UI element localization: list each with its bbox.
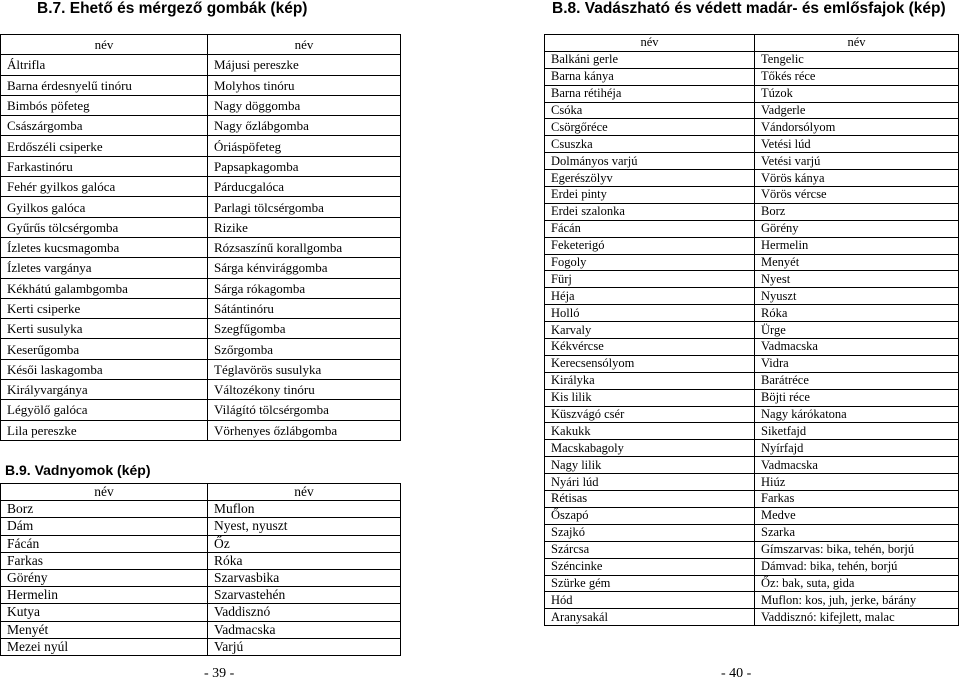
table-row — [545, 254, 959, 271]
table-cell: Nyest, nyuszt — [208, 518, 401, 535]
table-cell: Kerti susulyka — [1, 319, 208, 339]
table-cell: Erdei pinty — [545, 187, 755, 204]
table-row — [545, 68, 959, 85]
table-cell: Vörhenyes őzlábgomba — [208, 420, 401, 440]
table-row — [1, 638, 401, 655]
table-cell: Muflon — [208, 501, 401, 518]
table-cell: Kis lilik — [545, 389, 755, 406]
table-cell: Óriáspöfeteg — [208, 136, 401, 156]
table-cell: Őz: bak, suta, gida — [755, 575, 959, 592]
table-row — [1, 359, 401, 379]
table-cell: Barna érdesnyelű tinóru — [1, 75, 208, 95]
table-row — [545, 609, 959, 626]
column-header: név — [545, 35, 755, 52]
table-cell: Gyűrűs tölcsérgomba — [1, 217, 208, 237]
table-cell: Parlagi tölcsérgomba — [208, 197, 401, 217]
table-cell: Balkáni gerle — [545, 51, 755, 68]
table-row — [545, 271, 959, 288]
table-cell: Őz — [208, 535, 401, 552]
table-row — [545, 457, 959, 474]
tracks-section-title: B.9. Vadnyomok (kép) — [5, 462, 151, 478]
table-cell: Holló — [545, 305, 755, 322]
table-row — [1, 319, 401, 339]
table-row — [1, 518, 401, 535]
page-number-right: - 40 - — [721, 666, 752, 681]
table-cell: Fogoly — [545, 254, 755, 271]
table-row — [545, 322, 959, 339]
table-cell: Tengelic — [755, 51, 959, 68]
table-cell: Szürke gém — [545, 575, 755, 592]
table-cell: Áltrifla — [1, 55, 208, 75]
table-row — [545, 102, 959, 119]
table-cell: Kerti csiperke — [1, 298, 208, 318]
table-cell: Kutya — [1, 604, 208, 621]
table-cell: Szegfűgomba — [208, 319, 401, 339]
table-row — [545, 136, 959, 153]
table-cell: Görény — [1, 569, 208, 586]
table-row — [1, 552, 401, 569]
table-cell: Ürge — [755, 322, 959, 339]
table-cell: Szarka — [755, 524, 959, 541]
table-cell: Feketerigó — [545, 237, 755, 254]
table-cell: Fürj — [545, 271, 755, 288]
table-cell: Lila pereszke — [1, 420, 208, 440]
table-row — [1, 75, 401, 95]
species-table — [544, 34, 959, 626]
table-cell: Szarvasbika — [208, 569, 401, 586]
table-cell: Küszvágó csér — [545, 406, 755, 423]
table-row — [545, 51, 959, 68]
tracks-table — [0, 483, 401, 656]
table-row — [545, 203, 959, 220]
table-row — [545, 541, 959, 558]
table-row — [545, 406, 959, 423]
table-cell: Késői laskagomba — [1, 359, 208, 379]
table-cell: Karvaly — [545, 322, 755, 339]
table-cell: Vadgerle — [755, 102, 959, 119]
table-cell: Túzok — [755, 85, 959, 102]
table-cell: Nyest — [755, 271, 959, 288]
table-row — [545, 355, 959, 372]
table-cell: Keserűgomba — [1, 339, 208, 359]
table-row — [1, 604, 401, 621]
table-cell: Nagy döggomba — [208, 95, 401, 115]
column-header: név — [1, 35, 208, 55]
table-cell: Vörös vércse — [755, 187, 959, 204]
table-cell: Bimbós pöfeteg — [1, 95, 208, 115]
table-cell: Hermelin — [755, 237, 959, 254]
table-row — [1, 587, 401, 604]
table-cell: Hiúz — [755, 474, 959, 491]
table-header-row — [545, 35, 959, 52]
table-cell: Szárcsa — [545, 541, 755, 558]
table-row — [545, 575, 959, 592]
table-cell: Császárgomba — [1, 116, 208, 136]
table-cell: Fácán — [545, 220, 755, 237]
column-header: név — [208, 484, 401, 501]
table-cell: Molyhos tinóru — [208, 75, 401, 95]
table-cell: Vadmacska — [755, 457, 959, 474]
table-cell: Vaddisznó: kifejlett, malac — [755, 609, 959, 626]
table-cell: Varjú — [208, 638, 401, 655]
page-number-left: - 39 - — [204, 666, 235, 681]
table-cell: Ízletes vargánya — [1, 258, 208, 278]
table-cell: Királyka — [545, 372, 755, 389]
table-row — [1, 116, 401, 136]
table-cell: Kékvércse — [545, 339, 755, 356]
table-cell: Hermelin — [1, 587, 208, 604]
table-cell: Sátántinóru — [208, 298, 401, 318]
table-cell: Farkas — [755, 491, 959, 508]
table-row — [1, 217, 401, 237]
table-cell: Nyuszt — [755, 288, 959, 305]
table-row — [545, 153, 959, 170]
table-row — [545, 474, 959, 491]
table-cell: Barna kánya — [545, 68, 755, 85]
table-cell: Széncinke — [545, 558, 755, 575]
table-row — [545, 372, 959, 389]
table-cell: Vaddisznó — [208, 604, 401, 621]
table-cell: Böjti réce — [755, 389, 959, 406]
table-cell: Erdei szalonka — [545, 203, 755, 220]
table-cell: Változékony tinóru — [208, 380, 401, 400]
table-cell: Dolmányos varjú — [545, 153, 755, 170]
table-cell: Csuszka — [545, 136, 755, 153]
table-row — [545, 592, 959, 609]
table-row — [545, 220, 959, 237]
table-cell: Vidra — [755, 355, 959, 372]
table-cell: Sárga kénvirággomba — [208, 258, 401, 278]
table-row — [545, 440, 959, 457]
table-cell: Őszapó — [545, 507, 755, 524]
table-cell: Kakukk — [545, 423, 755, 440]
table-cell: Fehér gyilkos galóca — [1, 177, 208, 197]
table-row — [545, 119, 959, 136]
table-cell: Vándorsólyom — [755, 119, 959, 136]
table-row — [545, 85, 959, 102]
table-row — [1, 298, 401, 318]
table-row — [1, 380, 401, 400]
column-header: név — [755, 35, 959, 52]
table-row — [545, 423, 959, 440]
table-cell: Sárga rókagomba — [208, 278, 401, 298]
column-header: név — [1, 484, 208, 501]
table-cell: Szajkó — [545, 524, 755, 541]
table-cell: Hód — [545, 592, 755, 609]
table-row — [1, 400, 401, 420]
table-cell: Vetési lúd — [755, 136, 959, 153]
table-cell: Csörgőréce — [545, 119, 755, 136]
table-cell: Menyét — [1, 621, 208, 638]
table-cell: Világító tölcsérgomba — [208, 400, 401, 420]
table-row — [1, 501, 401, 518]
table-cell: Szőrgomba — [208, 339, 401, 359]
table-cell: Légyölő galóca — [1, 400, 208, 420]
table-cell: Borz — [755, 203, 959, 220]
table-row — [545, 288, 959, 305]
table-row — [545, 339, 959, 356]
table-row — [1, 339, 401, 359]
table-cell: Nagy őzlábgomba — [208, 116, 401, 136]
table-cell: Medve — [755, 507, 959, 524]
table-cell: Rizike — [208, 217, 401, 237]
table-cell: Barátréce — [755, 372, 959, 389]
table-cell: Ízletes kucsmagomba — [1, 237, 208, 257]
table-cell: Rétisas — [545, 491, 755, 508]
table-cell: Mezei nyúl — [1, 638, 208, 655]
table-cell: Egerészölyv — [545, 170, 755, 187]
table-row — [545, 187, 959, 204]
table-cell: Vetési varjú — [755, 153, 959, 170]
table-cell: Menyét — [755, 254, 959, 271]
table-cell: Borz — [1, 501, 208, 518]
table-header-row — [1, 35, 401, 55]
table-row — [1, 258, 401, 278]
table-cell: Nyírfajd — [755, 440, 959, 457]
table-row — [1, 197, 401, 217]
table-row — [545, 507, 959, 524]
table-cell: Siketfajd — [755, 423, 959, 440]
table-cell: Kékhátú galambgomba — [1, 278, 208, 298]
table-row — [1, 177, 401, 197]
table-cell: Héja — [545, 288, 755, 305]
table-row — [1, 237, 401, 257]
table-cell: Rózsaszínű korallgomba — [208, 237, 401, 257]
table-row — [1, 95, 401, 115]
table-row — [1, 156, 401, 176]
right-section-title: B.8. Vadászható és védett madár- és emlősfajok (kép) — [552, 0, 946, 17]
table-row — [1, 55, 401, 75]
table-cell: Farkas — [1, 552, 208, 569]
table-cell: Májusi pereszke — [208, 55, 401, 75]
table-cell: Gímszarvas: bika, tehén, borjú — [755, 541, 959, 558]
left-section-title: B.7. Ehető és mérgező gombák (kép) — [37, 0, 308, 17]
table-cell: Téglavörös susulyka — [208, 359, 401, 379]
table-cell: Vadmacska — [208, 621, 401, 638]
table-cell: Róka — [208, 552, 401, 569]
table-cell: Kerecsensólyom — [545, 355, 755, 372]
table-cell: Tőkés réce — [755, 68, 959, 85]
table-row — [545, 558, 959, 575]
table-cell: Róka — [755, 305, 959, 322]
table-cell: Nagy kárókatona — [755, 406, 959, 423]
table-row — [1, 136, 401, 156]
table-row — [1, 535, 401, 552]
table-cell: Fácán — [1, 535, 208, 552]
table-header-row — [1, 484, 401, 501]
table-cell: Dám — [1, 518, 208, 535]
table-row — [1, 278, 401, 298]
table-row — [545, 491, 959, 508]
table-cell: Királyvargánya — [1, 380, 208, 400]
table-cell: Farkastinóru — [1, 156, 208, 176]
table-cell: Vadmacska — [755, 339, 959, 356]
column-header: név — [208, 35, 401, 55]
table-cell: Aranysakál — [545, 609, 755, 626]
table-cell: Erdőszéli csiperke — [1, 136, 208, 156]
table-cell: Nagy lilik — [545, 457, 755, 474]
table-cell: Macskabagoly — [545, 440, 755, 457]
table-row — [545, 237, 959, 254]
table-cell: Barna rétihéja — [545, 85, 755, 102]
table-cell: Papsapkagomba — [208, 156, 401, 176]
table-cell: Muflon: kos, juh, jerke, bárány — [755, 592, 959, 609]
table-row — [545, 389, 959, 406]
table-row — [1, 621, 401, 638]
table-row — [545, 170, 959, 187]
table-cell: Csóka — [545, 102, 755, 119]
table-cell: Párducgalóca — [208, 177, 401, 197]
table-cell: Vörös kánya — [755, 170, 959, 187]
table-cell: Dámvad: bika, tehén, borjú — [755, 558, 959, 575]
table-cell: Szarvastehén — [208, 587, 401, 604]
table-row — [545, 524, 959, 541]
fungi-table — [0, 34, 401, 441]
table-row — [1, 569, 401, 586]
table-cell: Gyilkos galóca — [1, 197, 208, 217]
table-row — [1, 420, 401, 440]
table-cell: Görény — [755, 220, 959, 237]
table-cell: Nyári lúd — [545, 474, 755, 491]
table-row — [545, 305, 959, 322]
